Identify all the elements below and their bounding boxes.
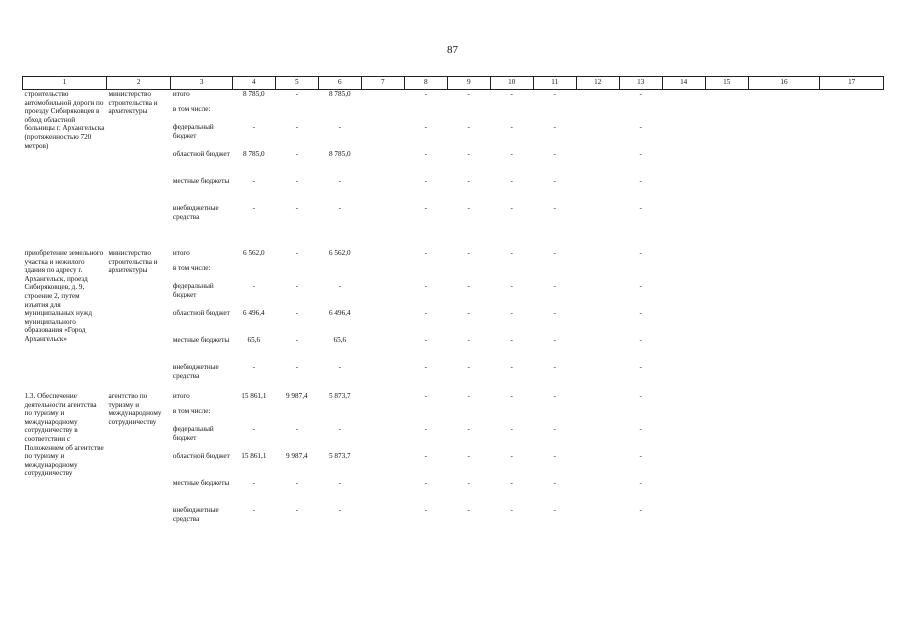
- activity-name: 1.3. Обеспечение деятельности агентства по туризму и международному сотрудничеству в соответствии с Положением об агентстве по туризму и международному сотрудничеству: [24, 392, 104, 478]
- cell-value: 9 987,4: [286, 452, 308, 460]
- value-column-c9: [447, 90, 490, 232]
- value-column-c13: [619, 392, 662, 533]
- column-header: 11: [533, 77, 576, 90]
- value-column-c15: [705, 249, 748, 390]
- funding-source-column: [171, 249, 232, 390]
- cell-value: -: [424, 479, 427, 487]
- cell-value: -: [639, 363, 642, 371]
- cell-value: -: [639, 336, 642, 344]
- cell-value: 15 861,1: [241, 392, 267, 400]
- value-column-c16: [748, 249, 820, 390]
- funding-source-label: местные бюджеты: [172, 336, 230, 344]
- cell-value: -: [639, 506, 642, 514]
- cell-value: -: [295, 90, 299, 98]
- cell-value: -: [639, 123, 642, 131]
- cell-value: -: [510, 363, 513, 371]
- value-column-c7: [361, 392, 404, 533]
- cell-value: 9 987,4: [286, 392, 308, 400]
- value-column-c7: [361, 90, 404, 232]
- cell-value: -: [553, 177, 556, 185]
- column-header: 13: [619, 77, 662, 90]
- column-header: 14: [662, 77, 705, 90]
- cell-value: -: [553, 506, 556, 514]
- funding-source-label: внебюджетные средства: [172, 363, 219, 380]
- cell-value: -: [510, 479, 513, 487]
- activity-name: приобретение земельного участка и нежилого здания по адресу г. Архангельск, проезд Сибиряковцев, д. 9, строение 2, путем изъятия для муниципальных нужд муниципального образования «Город Архангельск»: [24, 249, 104, 343]
- cell-value: 6 496,4: [243, 309, 265, 317]
- cell-value: -: [510, 309, 513, 317]
- cell-value: -: [510, 282, 513, 290]
- cell-value: -: [467, 204, 470, 212]
- cell-value: -: [338, 123, 341, 131]
- value-column-c16: [748, 392, 820, 533]
- cell-value: 15 861,1: [241, 452, 267, 460]
- cell-value: -: [639, 479, 642, 487]
- cell-value: -: [467, 249, 470, 257]
- value-column-c11: [533, 90, 576, 232]
- responsible-executor: министерство строительства и архитектуры: [108, 90, 158, 116]
- cell-value: -: [467, 425, 470, 433]
- cell-value: -: [467, 506, 470, 514]
- cell-value: -: [510, 177, 513, 185]
- column-header: 8: [404, 77, 447, 90]
- funding-source-label: местные бюджеты: [172, 177, 230, 185]
- value-column-c14: [662, 90, 705, 232]
- cell-value: 5 873,7: [329, 452, 351, 460]
- cell-value: -: [553, 309, 556, 317]
- column-header: 17: [820, 77, 884, 90]
- value-column-c5: [275, 392, 318, 533]
- cell-value: -: [553, 425, 556, 433]
- cell-value: -: [295, 204, 299, 212]
- cell-value: -: [639, 177, 642, 185]
- value-column-c6: [318, 392, 361, 533]
- value-column-c10: [490, 249, 533, 390]
- value-column-c4: [232, 90, 275, 232]
- cell-value: -: [295, 177, 299, 185]
- value-column-c10: [490, 90, 533, 232]
- program-block-row: [23, 249, 884, 390]
- responsible-executor: министерство строительства и архитектуры: [108, 249, 158, 275]
- budget-table: [22, 76, 884, 533]
- value-column-c6: [318, 90, 361, 232]
- cell-value: -: [295, 150, 299, 158]
- program-block-row: [23, 90, 884, 232]
- value-column-c6: [318, 249, 361, 390]
- cell-value: -: [467, 150, 470, 158]
- cell-value: -: [295, 479, 299, 487]
- cell-value: -: [338, 479, 341, 487]
- value-column-c11: [533, 392, 576, 533]
- cell-value: -: [424, 309, 427, 317]
- cell-value: -: [295, 425, 299, 433]
- cell-value: 65,6: [333, 336, 347, 344]
- cell-value: -: [295, 363, 299, 371]
- cell-value: 6 562,0: [243, 249, 265, 257]
- column-header: 6: [318, 77, 361, 90]
- column-number-header-row: [23, 77, 884, 90]
- funding-source-label: областной бюджет: [172, 452, 230, 460]
- cell-value: -: [467, 90, 470, 98]
- cell-value: -: [338, 282, 341, 290]
- value-column-c17: [820, 90, 884, 232]
- value-column-c13: [619, 90, 662, 232]
- cell-value: -: [467, 392, 470, 400]
- cell-value: 6 496,4: [329, 309, 351, 317]
- value-column-c8: [404, 249, 447, 390]
- cell-value: -: [424, 177, 427, 185]
- cell-value: -: [639, 90, 642, 98]
- cell-value: -: [553, 479, 556, 487]
- value-column-c10: [490, 392, 533, 533]
- cell-value: -: [639, 392, 642, 400]
- cell-value: -: [338, 204, 341, 212]
- value-column-c11: [533, 249, 576, 390]
- cell-value: -: [510, 249, 513, 257]
- cell-value: -: [424, 90, 427, 98]
- funding-source-label: в том числе:: [172, 105, 211, 113]
- cell-value: -: [295, 123, 299, 131]
- cell-value: -: [252, 123, 256, 131]
- column-header: 4: [232, 77, 275, 90]
- cell-value: -: [424, 123, 427, 131]
- cell-value: 5 873,7: [329, 392, 351, 400]
- cell-value: -: [510, 123, 513, 131]
- cell-value: -: [553, 123, 556, 131]
- cell-value: -: [424, 336, 427, 344]
- value-column-c7: [361, 249, 404, 390]
- value-column-c14: [662, 392, 705, 533]
- cell-value: -: [467, 479, 470, 487]
- cell-value: -: [553, 392, 556, 400]
- block-spacer: [23, 231, 884, 249]
- cell-value: -: [295, 336, 299, 344]
- value-column-c5: [275, 249, 318, 390]
- cell-value: 6 562,0: [329, 249, 351, 257]
- program-block-row: [23, 392, 884, 533]
- value-column-c15: [705, 90, 748, 232]
- value-column-c8: [404, 392, 447, 533]
- cell-value: -: [639, 282, 642, 290]
- activity-name: строительство автомобильной дороги по проезду Сибиряковцев в обход областной больницы г. Архангельска (протяженностью 720 метров): [24, 90, 105, 150]
- column-header: 5: [275, 77, 318, 90]
- cell-value: -: [510, 336, 513, 344]
- funding-source-label: внебюджетные средства: [172, 204, 219, 221]
- value-column-c9: [447, 249, 490, 390]
- cell-value: -: [510, 425, 513, 433]
- cell-value: -: [252, 479, 256, 487]
- value-column-c12: [576, 249, 619, 390]
- funding-source-label: областной бюджет: [172, 150, 230, 158]
- cell-value: -: [639, 309, 642, 317]
- cell-value: -: [467, 282, 470, 290]
- cell-value: -: [252, 425, 256, 433]
- value-column-c4: [232, 249, 275, 390]
- cell-value: -: [424, 282, 427, 290]
- cell-value: -: [467, 336, 470, 344]
- funding-source-label: в том числе:: [172, 264, 211, 272]
- cell-value: -: [467, 123, 470, 131]
- value-column-c9: [447, 392, 490, 533]
- cell-value: -: [252, 177, 256, 185]
- cell-value: -: [424, 150, 427, 158]
- spacer-cell: [23, 231, 884, 249]
- column-header: 9: [447, 77, 490, 90]
- value-column-c4: [232, 392, 275, 533]
- funding-source-label: федеральный бюджет: [172, 282, 214, 299]
- column-header: 7: [361, 77, 404, 90]
- cell-value: -: [424, 363, 427, 371]
- value-column-c16: [748, 90, 820, 232]
- value-column-c12: [576, 90, 619, 232]
- cell-value: 8 785,0: [243, 90, 265, 98]
- cell-value: -: [553, 204, 556, 212]
- cell-value: -: [510, 150, 513, 158]
- cell-value: -: [639, 425, 642, 433]
- cell-value: -: [553, 336, 556, 344]
- cell-value: -: [467, 309, 470, 317]
- cell-value: -: [338, 425, 341, 433]
- cell-value: 8 785,0: [329, 150, 351, 158]
- cell-value: -: [639, 249, 642, 257]
- cell-value: -: [467, 452, 470, 460]
- funding-source-label: итого: [172, 249, 190, 257]
- column-header: 3: [171, 77, 232, 90]
- cell-value: -: [295, 282, 299, 290]
- column-header: 1: [23, 77, 107, 90]
- column-header: 15: [705, 77, 748, 90]
- cell-value: -: [510, 392, 513, 400]
- cell-value: -: [252, 363, 256, 371]
- value-column-c15: [705, 392, 748, 533]
- funding-source-label: федеральный бюджет: [172, 425, 214, 442]
- value-column-c14: [662, 249, 705, 390]
- value-column-c5: [275, 90, 318, 232]
- cell-value: -: [338, 177, 341, 185]
- column-header: 2: [106, 77, 170, 90]
- cell-value: -: [510, 506, 513, 514]
- cell-value: -: [338, 363, 341, 371]
- value-column-c12: [576, 392, 619, 533]
- funding-source-column: [171, 90, 232, 232]
- value-column-c17: [820, 249, 884, 390]
- cell-value: -: [639, 452, 642, 460]
- column-header: 16: [748, 77, 820, 90]
- value-column-c8: [404, 90, 447, 232]
- funding-source-label: внебюджетные средства: [172, 506, 219, 523]
- cell-value: -: [510, 452, 513, 460]
- page-number: 87: [447, 44, 458, 56]
- funding-source-label: в том числе:: [172, 407, 211, 415]
- funding-source-label: итого: [172, 90, 190, 98]
- cell-value: -: [424, 392, 427, 400]
- cell-value: -: [553, 249, 556, 257]
- cell-value: -: [295, 506, 299, 514]
- responsible-executor: агентство по туризму и международному сотрудничеству: [108, 392, 162, 426]
- cell-value: -: [467, 177, 470, 185]
- cell-value: 65,6: [247, 336, 261, 344]
- cell-value: -: [424, 452, 427, 460]
- column-header: 10: [490, 77, 533, 90]
- cell-value: -: [553, 363, 556, 371]
- funding-source-label: федеральный бюджет: [172, 123, 214, 140]
- cell-value: -: [424, 425, 427, 433]
- cell-value: -: [467, 363, 470, 371]
- cell-value: -: [252, 506, 256, 514]
- cell-value: -: [252, 282, 256, 290]
- cell-value: -: [639, 204, 642, 212]
- cell-value: -: [553, 282, 556, 290]
- cell-value: -: [424, 249, 427, 257]
- cell-value: -: [553, 150, 556, 158]
- cell-value: -: [252, 204, 256, 212]
- cell-value: -: [553, 452, 556, 460]
- cell-value: -: [295, 249, 299, 257]
- cell-value: 8 785,0: [243, 150, 265, 158]
- cell-value: -: [338, 506, 341, 514]
- cell-value: -: [295, 309, 299, 317]
- cell-value: -: [424, 506, 427, 514]
- funding-source-label: итого: [172, 392, 190, 400]
- funding-source-label: областной бюджет: [172, 309, 230, 317]
- cell-value: -: [424, 204, 427, 212]
- funding-source-label: местные бюджеты: [172, 479, 230, 487]
- value-column-c13: [619, 249, 662, 390]
- cell-value: -: [553, 90, 556, 98]
- cell-value: -: [510, 90, 513, 98]
- value-column-c17: [820, 392, 884, 533]
- cell-value: 8 785,0: [329, 90, 351, 98]
- column-header: 12: [576, 77, 619, 90]
- cell-value: -: [510, 204, 513, 212]
- cell-value: -: [639, 150, 642, 158]
- funding-source-column: [171, 392, 232, 533]
